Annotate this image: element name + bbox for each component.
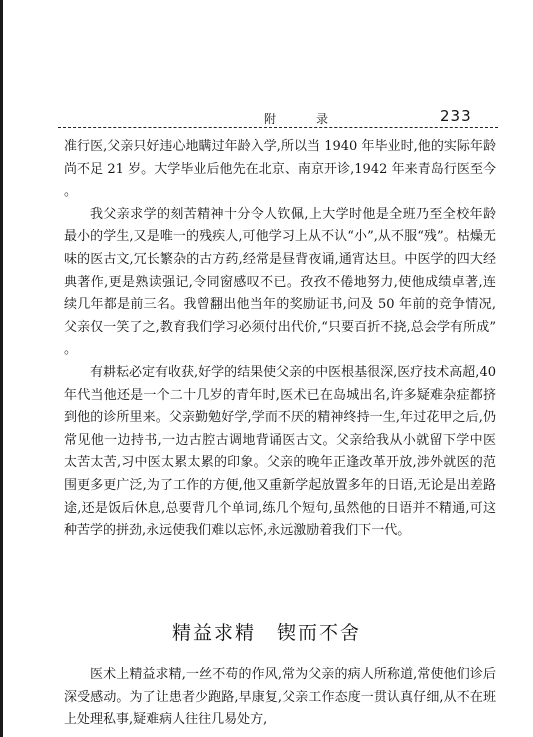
- paragraph-2: 我父亲求学的刻苦精神十分令人钦佩,上大学时他是全班乃至全校年龄最小的学生,又是唯一的残疾人,可他学习上从不认“小”,从不服“残”。枯燥无味的医古文,冗长繁杂的古方药,经常是昼背夜诵,通宵达旦。中医学的四大经典著作,更是熟读强记,令同窗感叹不已。孜孜不倦地努力,使他成绩卓著,连续几年都是前三名。我曾翻出他当年的奖励证书,问及 50 年前的竞争情况,父亲仅一笑了之,教育我们学习必须付出代价,“只要百折不挠,总会学有所成”。: [64, 206, 496, 358]
- final-text: [64, 664, 496, 732]
- paragraph-4: 医术上精益求精,一丝不苟的作风,常为父亲的病人所称道,常使他们诊后深受感动。为了让患者少跑路,早康复,父亲工作态度一贯认真仔细,从不在班上处理私事,疑难病人往往几易处方,: [64, 667, 496, 728]
- section-heading: 精益求精 锲而不舍: [171, 622, 361, 644]
- running-header: [58, 98, 498, 128]
- body-text: [64, 136, 496, 543]
- running-header-section: 附 录: [264, 112, 343, 126]
- header-rule: [58, 127, 498, 128]
- paragraph-1: 准行医,父亲只好违心地瞒过年龄入学,所以当 1940 年毕业时,他的实际年龄尚不足 21 岁。大学毕业后他先在北京、南京开诊,1942 年来青岛行医至今。: [64, 139, 496, 200]
- paragraph-3: 有耕耘必定有收获,好学的结果使父亲的中医根基很深,医疗技术高超,40 年代当他还是一个二十几岁的青年时,医术已在岛城出名,许多疑难杂症都挤到他的诊所里来。父亲勤勉好学,学而不厌的精神终持一生,年过花甲之后,仍常见他一边持书,一边古腔古调地背诵医古文。父亲给我从小就留下学中医太苦太苦,习中医太累太累的印象。父亲的晚年正逢改革开放,涉外就医的范围更多更广泛,为了工作的方便,他又重新学起放置多年的日语,无论是出差路途,还是饭后休息,总要背几个单词,练几个短句,虽然他的日语并不精通,可这种苦学的拼劲,永远使我们难以忘怀,永远激励着我们下一代。: [64, 364, 496, 539]
- page-number: 233: [440, 107, 472, 125]
